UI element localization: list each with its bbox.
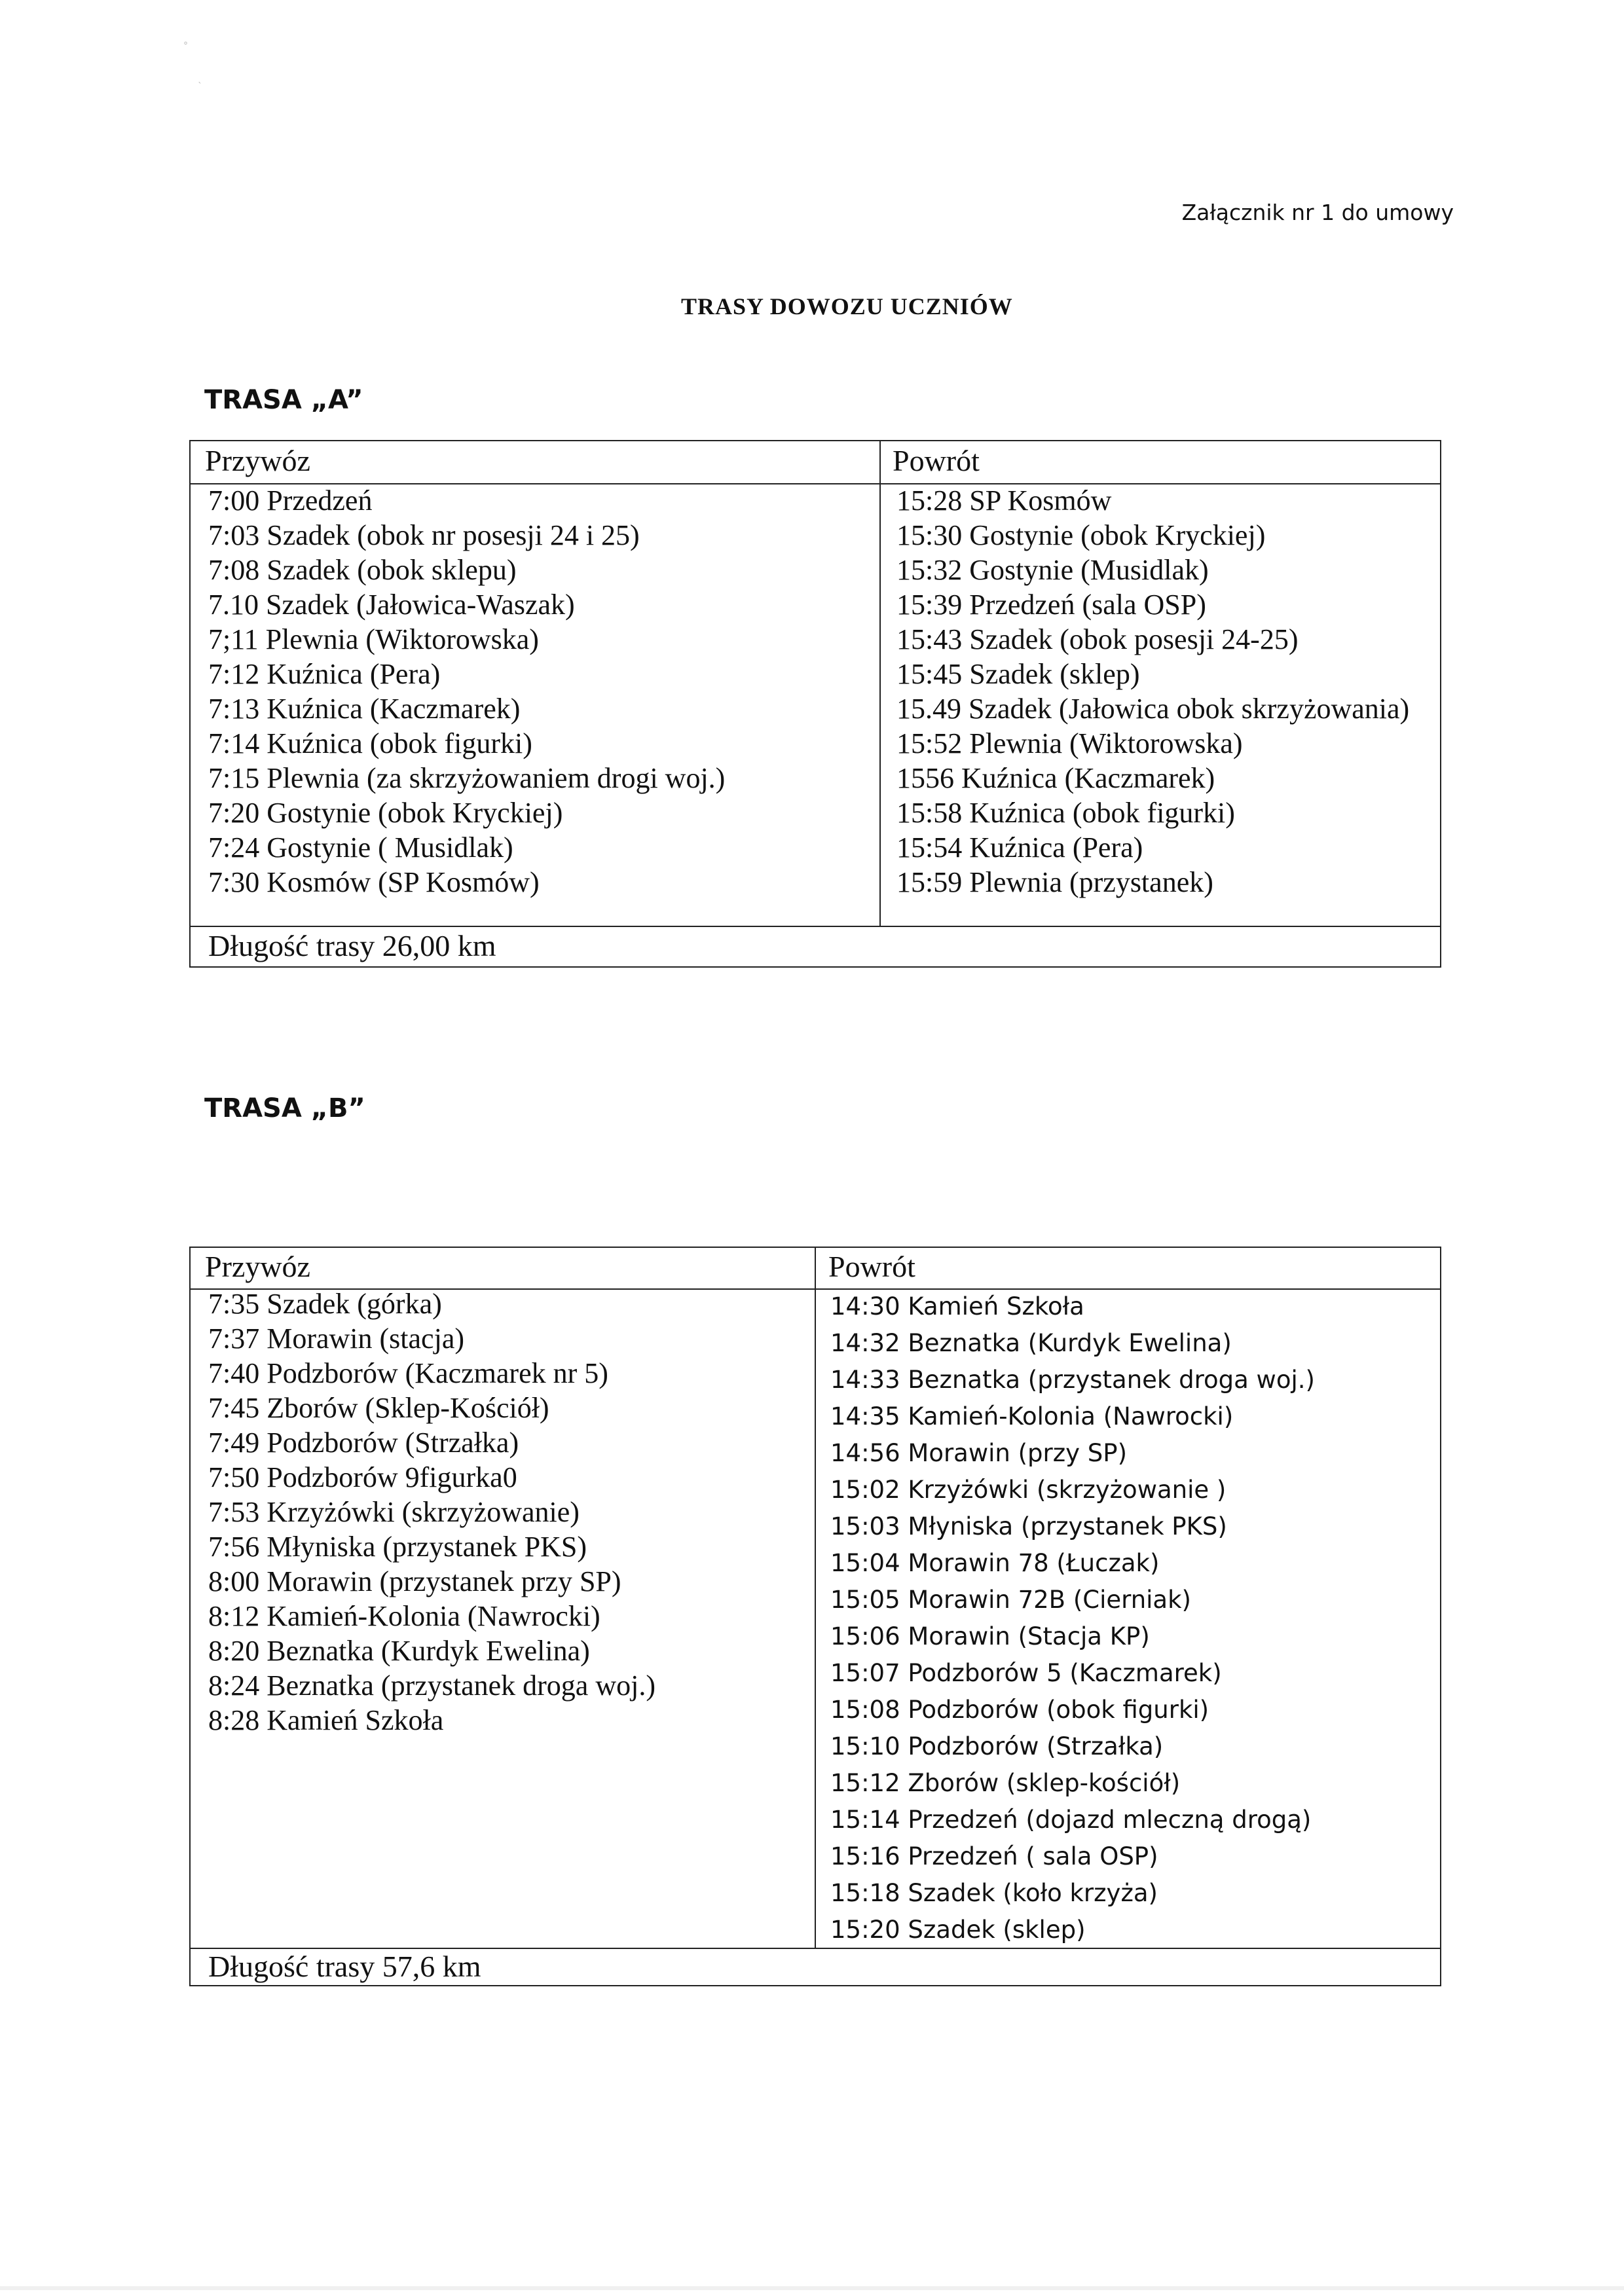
list-item: 15:52 Plewnia (Wiktorowska) xyxy=(896,727,1243,759)
list-item: 7:13 Kuźnica (Kaczmarek) xyxy=(208,693,521,725)
list-item: 14:33 Beznatka (przystanek droga woj.) xyxy=(830,1366,1315,1394)
attachment-label: Załącznik nr 1 do umowy xyxy=(1181,200,1454,225)
route-b-length: Długość trasy 57,6 km xyxy=(208,1950,481,1983)
list-item: 14:30 Kamień Szkoła xyxy=(830,1292,1084,1321)
list-item: 15:07 Podzborów 5 (Kaczmarek) xyxy=(830,1659,1222,1687)
scan-bottom-edge xyxy=(0,2286,1624,2290)
route-b-outbound-header: Przywóz xyxy=(205,1250,310,1283)
list-item: 7:03 Szadek (obok nr posesji 24 i 25) xyxy=(208,519,640,551)
list-item: 15:43 Szadek (obok posesji 24-25) xyxy=(896,623,1299,655)
list-item: 7:37 Morawin (stacja) xyxy=(208,1322,464,1355)
list-item: 7:14 Kuźnica (obok figurki) xyxy=(208,727,532,759)
list-item: 8:28 Kamień Szkoła xyxy=(208,1704,444,1736)
list-item: 15:12 Zborów (sklep-kościół) xyxy=(830,1769,1181,1797)
list-item: 7:50 Podzborów 9figurka0 xyxy=(208,1461,517,1493)
list-item: 15:30 Gostynie (obok Kryckiej) xyxy=(896,519,1266,551)
list-item: 15:32 Gostynie (Musidlak) xyxy=(896,554,1209,586)
list-item: 8:24 Beznatka (przystanek droga woj.) xyxy=(208,1669,655,1702)
list-item: 7:53 Krzyżówki (skrzyżowanie) xyxy=(208,1496,580,1528)
list-item: 15:02 Krzyżówki (skrzyżowanie ) xyxy=(830,1476,1227,1504)
list-item: 8:00 Morawin (przystanek przy SP) xyxy=(208,1565,621,1597)
list-item: 15:28 SP Kosmów xyxy=(896,484,1112,517)
route-a-outbound-header: Przywóz xyxy=(205,444,310,477)
list-item: 7:24 Gostynie ( Musidlak) xyxy=(208,831,513,864)
document-title: TRASY DOWOZU UCZNIÓW xyxy=(681,293,1013,319)
list-item: 14:56 Morawin (przy SP) xyxy=(830,1439,1128,1467)
list-item: 15:54 Kuźnica (Pera) xyxy=(896,831,1143,864)
list-item: 15:04 Morawin 78 (Łuczak) xyxy=(830,1549,1160,1577)
list-item: 15:45 Szadek (sklep) xyxy=(896,658,1140,690)
route-a-outbound-list xyxy=(208,483,725,900)
list-item: 7:15 Plewnia (za skrzyżowaniem drogi woj.) xyxy=(208,762,726,794)
scan-mark: ° xyxy=(183,41,188,51)
list-item: 7:00 Przedzeń xyxy=(208,484,373,517)
list-item: 8:12 Kamień-Kolonia (Nawrocki) xyxy=(208,1600,600,1632)
list-item: 15:05 Morawin 72B (Cierniak) xyxy=(830,1586,1191,1614)
list-item: 15:58 Kuźnica (obok figurki) xyxy=(896,797,1235,829)
list-item: 7:35 Szadek (górka) xyxy=(208,1288,442,1320)
route-b-return-list xyxy=(830,1288,1315,1948)
list-item: 15.49 Szadek (Jałowica obok skrzyżowania) xyxy=(896,693,1410,725)
route-a-return-list xyxy=(896,483,1409,900)
route-b-outbound-list xyxy=(208,1286,655,1738)
list-item: 7:49 Podzborów (Strzałka) xyxy=(208,1427,519,1459)
list-item: 7:08 Szadek (obok sklepu) xyxy=(208,554,517,586)
list-item: 7:20 Gostynie (obok Kryckiej) xyxy=(208,797,563,829)
list-item: 7:12 Kuźnica (Pera) xyxy=(208,658,441,690)
list-item: 15:03 Młyniska (przystanek PKS) xyxy=(830,1512,1227,1540)
list-item: 7.10 Szadek (Jałowica-Waszak) xyxy=(208,589,575,621)
scan-mark: ˎ xyxy=(198,73,202,84)
list-item: 15:39 Przedzeń (sala OSP) xyxy=(896,589,1206,621)
list-item: 8:20 Beznatka (Kurdyk Ewelina) xyxy=(208,1635,590,1667)
route-a-length: Długość trasy 26,00 km xyxy=(208,929,496,962)
list-item: 15:18 Szadek (koło krzyża) xyxy=(830,1879,1158,1907)
list-item: 7:45 Zborów (Sklep-Kościół) xyxy=(208,1392,549,1424)
route-b-return-header: Powrót xyxy=(828,1250,915,1283)
list-item: 15:10 Podzborów (Strzałka) xyxy=(830,1732,1164,1760)
list-item: 15:06 Morawin (Stacja KP) xyxy=(830,1622,1150,1650)
list-item: 7:40 Podzborów (Kaczmarek nr 5) xyxy=(208,1357,608,1389)
route-a-return-header: Powrót xyxy=(893,444,980,477)
list-item: 15:20 Szadek (sklep) xyxy=(830,1916,1086,1944)
list-item: 7:30 Kosmów (SP Kosmów) xyxy=(208,866,540,898)
list-item: 14:35 Kamień-Kolonia (Nawrocki) xyxy=(830,1402,1234,1430)
list-item: 15:08 Podzborów (obok figurki) xyxy=(830,1696,1209,1724)
list-item: 7:56 Młyniska (przystanek PKS) xyxy=(208,1531,587,1563)
list-item: 1556 Kuźnica (Kaczmarek) xyxy=(896,762,1215,794)
route-a-title: TRASA „A” xyxy=(204,385,363,415)
list-item: 15:14 Przedzeń (dojazd mleczną drogą) xyxy=(830,1806,1312,1834)
list-item: 15:59 Plewnia (przystanek) xyxy=(896,866,1213,898)
list-item: 14:32 Beznatka (Kurdyk Ewelina) xyxy=(830,1329,1232,1357)
list-item: 7;11 Plewnia (Wiktorowska) xyxy=(208,623,539,655)
route-b-title: TRASA „B” xyxy=(204,1093,365,1123)
list-item: 15:16 Przedzeń ( sala OSP) xyxy=(830,1842,1158,1870)
